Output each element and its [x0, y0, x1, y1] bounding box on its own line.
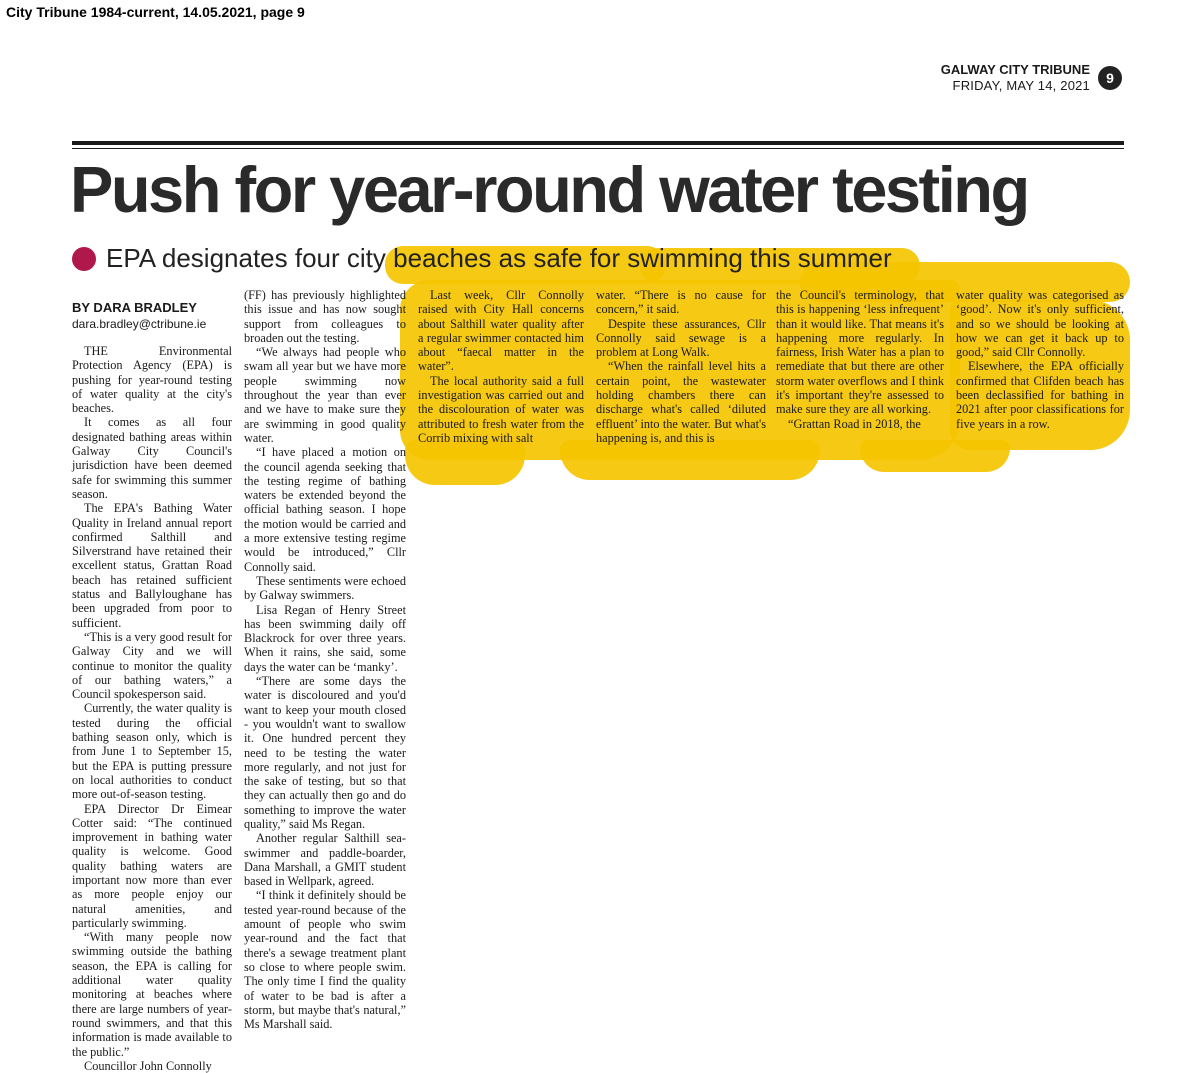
bullet-dot-icon — [72, 247, 96, 271]
article-column-4 — [596, 288, 766, 445]
article-paragraph: water. “There is no cause for concern,” it said. — [596, 288, 766, 317]
article-paragraph: Another regular Salthill sea-swimmer and paddle-boarder, Dana Marshall, a GMIT student based in Wellpark, agreed. — [244, 831, 406, 889]
issue-date: FRIDAY, MAY 14, 2021 — [952, 78, 1090, 93]
article-paragraph: “We always had people who swam all year but we have more people swimming now throughout the year than ever and we have to make sure they are swimming in good quality water. — [244, 345, 406, 445]
headline-rule-thick — [72, 141, 1124, 145]
article-paragraph: These sentiments were echoed by Galway swimmers. — [244, 573, 406, 603]
article-paragraph: “I have placed a motion on the council agenda seeking that the testing regime of bathing waters be extended beyond the official bathing season. I hope the motion would be carried and a more extensive testing regime would be introduced,” Cllr Connolly said. — [244, 445, 406, 574]
article-column-2 — [244, 288, 406, 1031]
marker-highlight — [860, 440, 1010, 472]
article-paragraph: Lisa Regan of Henry Street has been swimming daily off Blackrock for over three years. When it rains, she said, some days the water can be ‘manky’. — [244, 602, 406, 674]
article-paragraph: (FF) has previously highlighted this issue and has now sought support from colleagues to broaden out the testing. — [244, 288, 406, 345]
author-email: dara.bradley@ctribune.ie — [72, 317, 207, 331]
article-column-3 — [418, 288, 584, 445]
author-name: BY DARA BRADLEY — [72, 300, 197, 315]
byline — [72, 300, 206, 332]
article-paragraph: THE Environmental Protection Agency (EPA) is pushing for year-round testing of water quality at the city's beaches. — [72, 344, 232, 416]
article-paragraph: “When the rainfall level hits a certain point, the wastewater holding chambers there can discharge what's called ‘diluted effluent’ into the water. But what's happening is, and this is — [596, 359, 766, 445]
source-line: City Tribune 1984-current, 14.05.2021, page 9 — [6, 4, 305, 20]
page-number-badge: 9 — [1098, 66, 1122, 90]
article-paragraph: “With many people now swimming outside the bathing season, the EPA is calling for additional water quality monitoring at beaches where there are large numbers of year-round swimmers, and that this information is made available to the public.” — [72, 930, 232, 1059]
article-paragraph: “There are some days the water is discoloured and you'd want to keep your mouth closed - you wouldn't want to swallow it. One hundred percent they need to be testing the water more regularly, and not just for the sake of testing, but so that they can actually then go and do something to improve the water quality,” said Ms Regan. — [244, 674, 406, 831]
article-paragraph: It comes as all four designated bathing areas within Galway City Council's jurisdiction have been deemed safe for swimming this summer season. — [72, 415, 232, 501]
newspaper-name: GALWAY CITY TRIBUNE — [940, 62, 1090, 77]
article-paragraph: water quality was categorised as ‘good’. Now it's only sufficient, and so we should be looking at how we can get it back up to good,” said Cllr Connolly. — [956, 288, 1124, 360]
headline-rule-thin — [72, 148, 1124, 149]
marker-highlight — [560, 440, 820, 480]
article-paragraph: “I think it definitely should be tested year-round because of the amount of people who swim year-round and the fact that there's a sewage treatment plant so close to where people swim. The only time I find the quality of water to be bad is after a storm, but maybe that's natural,” Ms Marshall said. — [244, 888, 406, 1032]
subheadline — [72, 243, 1132, 274]
article-paragraph: Despite these assurances, Cllr Connolly said sewage is a problem at Long Walk. — [596, 316, 766, 360]
article-paragraph: “Grattan Road in 2018, the — [788, 416, 921, 431]
article-column-1 — [72, 344, 232, 1073]
article-paragraph: Last week, Cllr Connolly raised with City Hall concerns about Salthill water quality after a regular swimmer contacted him about “faecal matter in the water”. — [418, 288, 584, 374]
marker-highlight — [405, 440, 525, 485]
article-paragraph: Currently, the water quality is tested during the official bathing season only, which is from June 1 to September 15, but the EPA is putting pressure on local authorities to conduct more out-of-season testing. — [72, 701, 232, 802]
article-paragraph: the Council's terminology, that this is happening ‘less infrequent’ than it would like. That means it's happening more regularly. In fairness, Irish Water has a plan to remediate that but there are other storm water overflows and I think it's important they're assessed to make sure they are all working. — [776, 288, 944, 417]
article-column-5 — [776, 288, 944, 431]
article-paragraph: Elsewhere, the EPA officially confirmed that Clifden beach has been declassified for bathing in 2021 after poor classifications for five years in a row. — [956, 359, 1124, 431]
article-paragraph: “This is a very good result for Galway City and we will continue to monitor the quality of our bathing waters,” a Council spokesperson said. — [72, 629, 232, 702]
article-paragraph: The local authority said a full investigation was carried out and the discolouration of water was attributed to fresh water from the Corrib mixing with salt — [418, 373, 584, 445]
article-paragraph: Councillor John Connolly — [84, 1058, 212, 1073]
headline: Push for year-round water testing — [70, 153, 1028, 226]
masthead — [941, 62, 1090, 94]
article-paragraph: EPA Director Dr Eimear Cotter said: “The continued improvement in bathing water quality is welcome. Good quality bathing waters are important now more than ever as more people enjoy our natural amenities, and particularly swimming. — [72, 801, 232, 930]
subheadline-text: EPA designates four city beaches as safe for swimming this summer — [106, 243, 892, 273]
article-paragraph: The EPA's Bathing Water Quality in Ireland annual report confirmed Salthill and Silverstrand have retained their excellent status, Grattan Road beach has retained sufficient status and Ballyloughane has been upgraded from poor to sufficient. — [72, 501, 232, 630]
article-column-6 — [956, 288, 1124, 431]
